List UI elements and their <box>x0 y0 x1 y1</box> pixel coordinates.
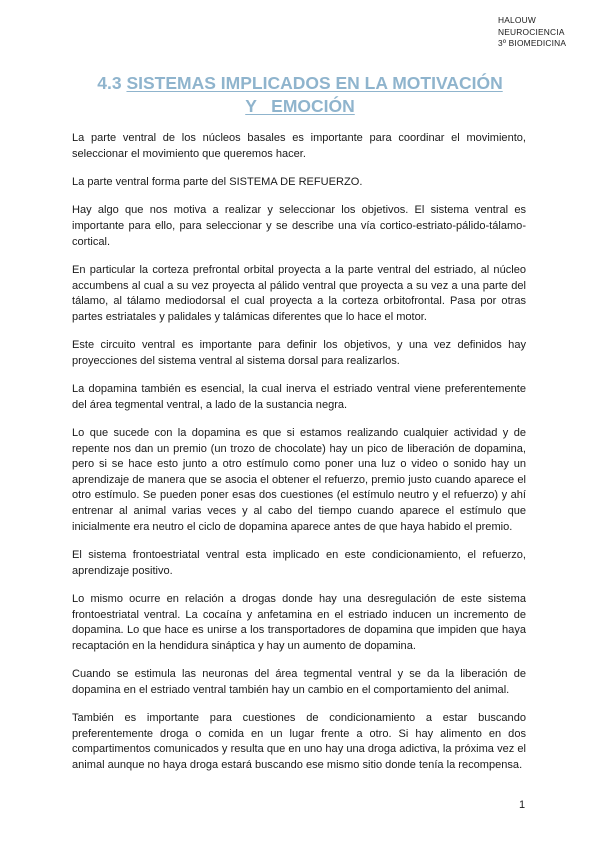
paragraph: Lo que sucede con la dopamina es que si estamos realizando cualquier actividad y de repente nos dan un premio (un trozo de chocolate) hay un pico de liberación de dopamina, pero si se hace esto junto a otro estímulo como poner una luz o video o sonido hay un aprendizaje de manera que se asocia el obtener el refuerzo, premio justo cuando aparece el otro estímulo. Se pueden poner esas dos cuestiones (el estímulo neutro y el refuerzo) y ahí entrenar al animal varias veces y al cabo del tiempo cuando aparece el estímulo que inicialmente era neutro el ciclo de dopamina aparece antes de que haya habido el premio. <box>72 427 526 533</box>
header-author: HALOUW <box>498 15 536 25</box>
header-subject: NEUROCIENCIA <box>498 26 565 37</box>
paragraph: La parte ventral de los núcleos basales es importante para coordinar el movimiento, seleccionar el movimiento que queremos hacer. <box>72 132 526 160</box>
paragraph: Hay algo que nos motiva a realizar y seleccionar los objetivos. El sistema ventral es importante para ello, para seleccionar y se describe una vía cortico-estriato-pálido-tálamo-cortical. <box>72 204 526 248</box>
section-title-text-2: Y EMOCIÓN <box>245 96 355 116</box>
paragraph: También es importante para cuestiones de condicionamiento a estar buscando preferentemente droga o comida en un lugar frente a otro. Si hay alimento en dos compartimentos comunicados y resulta que en uno hay una droga adictiva, la próxima vez el animal aunque no haya droga estará buscando ese mismo sitio donde tenía la recompensa. <box>72 712 526 771</box>
paragraph: Cuando se estimula las neuronas del área tegmental ventral y se da la liberación de dopamina en el estriado ventral también hay un cambio en el comportamiento del animal. <box>72 668 526 696</box>
document-body <box>72 131 526 786</box>
paragraph: En particular la corteza prefrontal orbital proyecta a la parte ventral del estriado, al núcleo accumbens al cual a su vez proyecta al pálido ventral que proyecta a su vez a una parte del tálamo, al tálamo mediodorsal el cual proyecta a la corteza orbitofrontal. Pasa por otras partes estriatales y palidales y talámicas diferentes que lo hace el motor. <box>72 263 526 323</box>
paragraph: La parte ventral forma parte del SISTEMA DE REFUERZO. <box>72 175 363 188</box>
section-number: 4.3 <box>97 73 122 93</box>
header-course: 3º BIOMEDICINA <box>498 38 567 48</box>
section-title-line-2 <box>70 95 530 118</box>
page-number: 1 <box>519 799 526 811</box>
section-title <box>70 72 530 118</box>
paragraph: Este circuito ventral es importante para definir los objetivos, y una vez definidos hay proyecciones del sistema ventral al sistema dorsal para realizarlos. <box>72 339 526 367</box>
paragraph: Lo mismo ocurre en relación a drogas donde hay una desregulación de este sistema frontoestriatal ventral. La cocaína y anfetamina en el estriado inducen un incremento de dopamina. Lo que hace es unirse a los transportadores de dopamina que impiden que haya recaptación en la hendidura sináptica y hay un aumento de dopamina. <box>72 593 526 652</box>
paragraph: La dopamina también es esencial, la cual inerva el estriado ventral viene preferentemente del área tegmental ventral, a lado de la sustancia negra. <box>72 383 526 411</box>
section-title-text: SISTEMAS IMPLICADOS EN LA MOTIVACIÓN <box>126 73 503 93</box>
document-header <box>498 15 566 50</box>
paragraph: El sistema frontoestriatal ventral esta implicado en este condicionamiento, el refuerzo, aprendizaje positivo. <box>72 549 526 577</box>
section-title-line-1 <box>70 72 530 95</box>
